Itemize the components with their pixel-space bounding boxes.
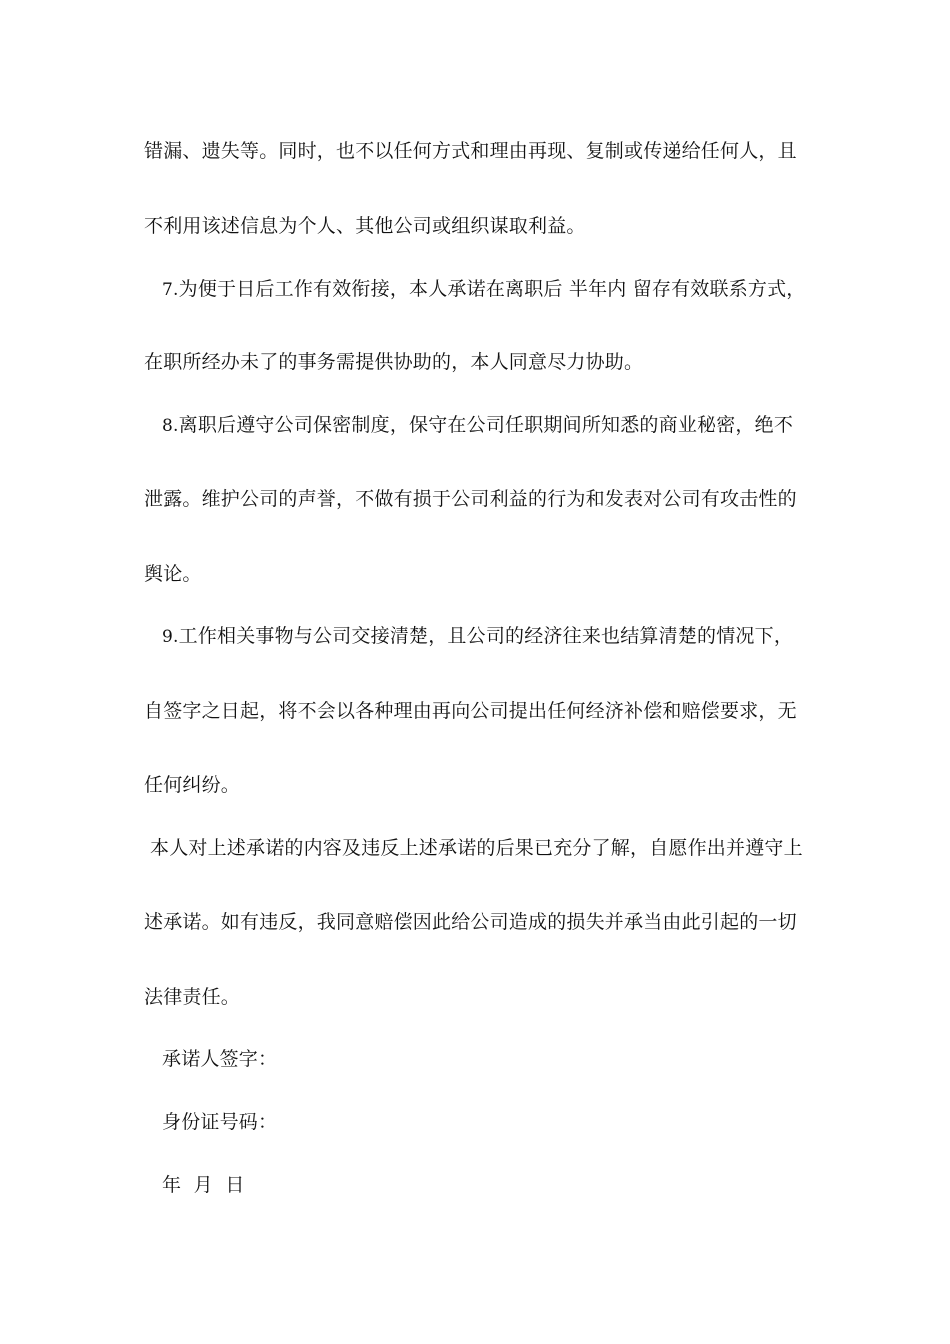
list-item-8	[162, 413, 793, 438]
item-number: 9.	[162, 627, 179, 647]
item-number: 7.	[162, 280, 179, 300]
paragraph-line: 为便于日后工作有效衔接，本人承诺在离职后 半年内 留存有效联系方式，	[178, 278, 806, 300]
item-number: 8.	[162, 416, 179, 436]
list-item-7	[162, 277, 806, 302]
signer-signature-label: 承诺人签字：	[162, 1048, 278, 1070]
paragraph-line: 工作相关事物与公司交接清楚，且公司的经济往来也结算清楚的情况下，	[178, 625, 794, 647]
paragraph-line: 自签字之日起，将不会以各种理由再向公司提出任何经济补偿和赔偿要求，无	[144, 700, 797, 722]
paragraph-line: 不利用该述信息为个人、其他公司或组织谋取利益。	[144, 215, 586, 237]
paragraph-line: 在职所经办未了的事务需提供协助的，本人同意尽力协助。	[144, 351, 644, 373]
paragraph-line: 本人对上述承诺的内容及违反上述承诺的后果已充分了解，自愿作出并遵守上	[150, 837, 803, 859]
paragraph-line: 法律责任。	[144, 986, 241, 1008]
paragraph-line: 泄露。维护公司的声誉，不做有损于公司利益的行为和发表对公司有攻击性的	[144, 488, 797, 510]
paragraph-line: 任何纠纷。	[144, 774, 241, 796]
paragraph-line: 舆论。	[144, 563, 202, 585]
list-item-9	[162, 624, 793, 649]
paragraph-line: 错漏、遗失等。同时，也不以任何方式和理由再现、复制或传递给任何人，且	[144, 140, 797, 162]
date-label: 年 月 日	[162, 1174, 245, 1196]
paragraph-line: 述承诺。如有违反，我同意赔偿因此给公司造成的损失并承当由此引起的一切	[144, 911, 797, 933]
paragraph-line: 离职后遵守公司保密制度，保守在公司任职期间所知悉的商业秘密，绝不	[178, 414, 794, 436]
id-number-label: 身份证号码：	[162, 1111, 278, 1133]
